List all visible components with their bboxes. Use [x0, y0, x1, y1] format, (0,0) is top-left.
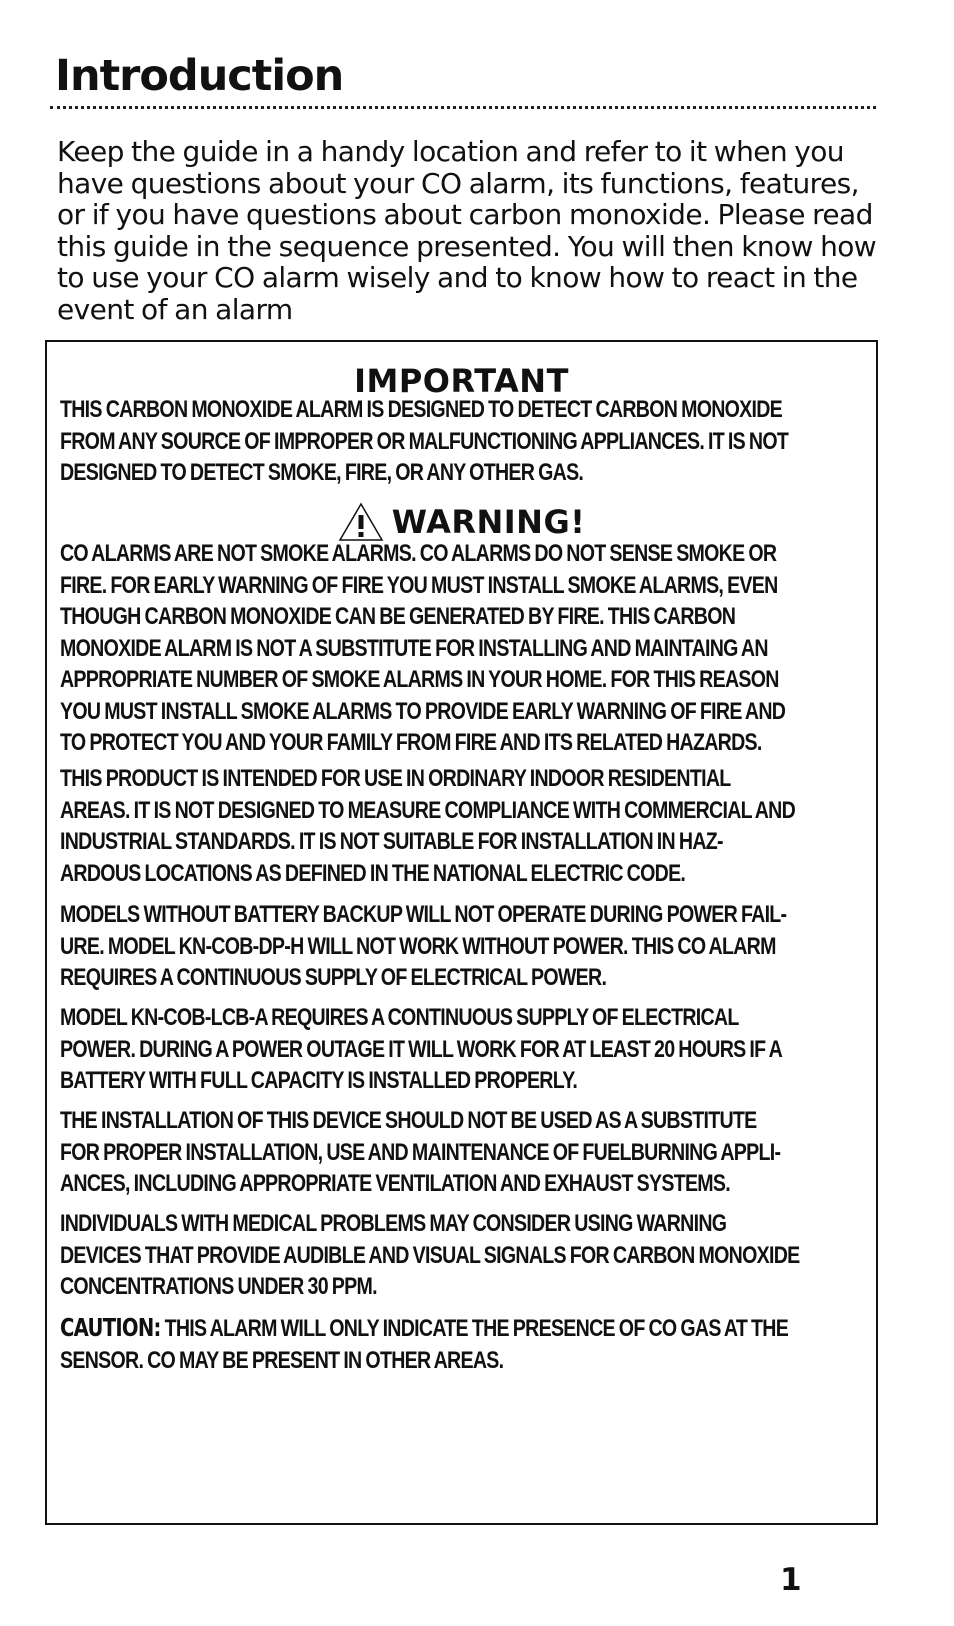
- warning-paragraph-installation: [60, 1105, 781, 1200]
- text-line: FROM ANY SOURCE OF IMPROPER OR MALFUNCTIONING APPLIANCES. IT IS NOT: [60, 427, 789, 455]
- page-number: 1: [780, 1562, 802, 1598]
- text-line: ANCES, INCLUDING APPROPRIATE VENTILATION AND EXHAUST SYSTEMS.: [60, 1170, 730, 1197]
- text-line: CO ALARMS ARE NOT SMOKE ALARMS. CO ALARMS DO NOT SENSE SMOKE OR: [60, 540, 777, 567]
- text-line: INDIVIDUALS WITH MEDICAL PROBLEMS MAY CONSIDER USING WARNING: [60, 1210, 727, 1237]
- text-line: REQUIRES A CONTINUOUS SUPPLY OF ELECTRICAL POWER.: [60, 964, 607, 991]
- text-line: APPROPRIATE NUMBER OF SMOKE ALARMS IN YOUR HOME. FOR THIS REASON: [60, 666, 779, 693]
- text-line: THIS CARBON MONOXIDE ALARM IS DESIGNED TO DETECT CARBON MONOXIDE: [60, 396, 783, 423]
- text-line: BATTERY WITH FULL CAPACITY IS INSTALLED PROPERLY.: [60, 1067, 578, 1094]
- intro-paragraph: Keep the guide in a handy location and refer to it when you have questions about your CO alarm, its functions, features, or if you have questions about carbon monoxide. Please read this guide in the sequence presented. You will then know how to use your CO alarm wisely and to know how to react in the event of an alarm: [57, 135, 877, 326]
- text-line: FIRE. FOR EARLY WARNING OF FIRE YOU MUST INSTALL SMOKE ALARMS, EVEN: [60, 571, 778, 599]
- text-line: FOR PROPER INSTALLATION, USE AND MAINTENANCE OF FUELBURNING APPLI-: [60, 1138, 781, 1166]
- text-line: INDUSTRIAL STANDARDS. IT IS NOT SUITABLE FOR INSTALLATION IN HAZ-: [60, 828, 723, 855]
- text-line: POWER. DURING A POWER OUTAGE IT WILL WORK FOR AT LEAST 20 HOURS IF A: [60, 1035, 783, 1063]
- caution-paragraph: [60, 1312, 789, 1376]
- warning-paragraph-medical: [60, 1208, 800, 1303]
- warning-triangle-icon: [338, 502, 384, 542]
- text-line: YOU MUST INSTALL SMOKE ALARMS TO PROVIDE EARLY WARNING OF FIRE AND: [60, 697, 786, 725]
- text-line: THOUGH CARBON MONOXIDE CAN BE GENERATED BY FIRE. THIS CARBON: [60, 603, 736, 630]
- important-notice-box: [45, 340, 878, 1525]
- text-line: DEVICES THAT PROVIDE AUDIBLE AND VISUAL SIGNALS FOR CARBON MONOXIDE: [60, 1241, 800, 1269]
- text-line: MODEL KN-COB-LCB-A REQUIRES A CONTINUOUS SUPPLY OF ELECTRICAL: [60, 1004, 739, 1031]
- text-line: MONOXIDE ALARM IS NOT A SUBSTITUTE FOR INSTALLING AND MAINTAING AN: [60, 634, 768, 662]
- text-line: ARDOUS LOCATIONS AS DEFINED IN THE NATIONAL ELECTRIC CODE.: [60, 859, 686, 887]
- text-line: MODELS WITHOUT BATTERY BACKUP WILL NOT OPERATE DURING POWER FAIL-: [60, 901, 787, 928]
- text-line: THE INSTALLATION OF THIS DEVICE SHOULD NOT BE USED AS A SUBSTITUTE: [60, 1107, 757, 1134]
- text-line: AREAS. IT IS NOT DESIGNED TO MEASURE COMPLIANCE WITH COMMERCIAL AND: [60, 796, 796, 824]
- warning-heading: [47, 502, 876, 542]
- important-paragraph: [60, 394, 789, 489]
- page-title: Introduction: [55, 51, 344, 101]
- warning-paragraph-battery-backup: [60, 899, 787, 994]
- text-line: CONCENTRATIONS UNDER 30 PPM.: [60, 1273, 377, 1300]
- warning-paragraph-residential: [60, 763, 796, 889]
- text-line: SENSOR. CO MAY BE PRESENT IN OTHER AREAS.: [60, 1346, 504, 1374]
- warning-paragraph-power-outage: [60, 1002, 783, 1097]
- text-line: DESIGNED TO DETECT SMOKE, FIRE, OR ANY OTHER GAS.: [60, 459, 584, 486]
- text-line: URE. MODEL KN-COB-DP-H WILL NOT WORK WITHOUT POWER. THIS CO ALARM: [60, 932, 776, 960]
- text-line: TO PROTECT YOU AND YOUR FAMILY FROM FIRE AND ITS RELATED HAZARDS.: [60, 729, 762, 756]
- warning-paragraph-smoke: [60, 538, 786, 759]
- title-divider: [50, 106, 876, 109]
- text-line: [60, 1312, 789, 1345]
- important-heading: IMPORTANT: [354, 362, 569, 400]
- text-line: THIS PRODUCT IS INTENDED FOR USE IN ORDINARY INDOOR RESIDENTIAL: [60, 765, 731, 792]
- caution-label: CAUTION:: [60, 1313, 161, 1342]
- warning-title: WARNING!: [391, 503, 586, 541]
- caution-text: THIS ALARM WILL ONLY INDICATE THE PRESENCE OF CO GAS AT THE: [160, 1315, 789, 1342]
